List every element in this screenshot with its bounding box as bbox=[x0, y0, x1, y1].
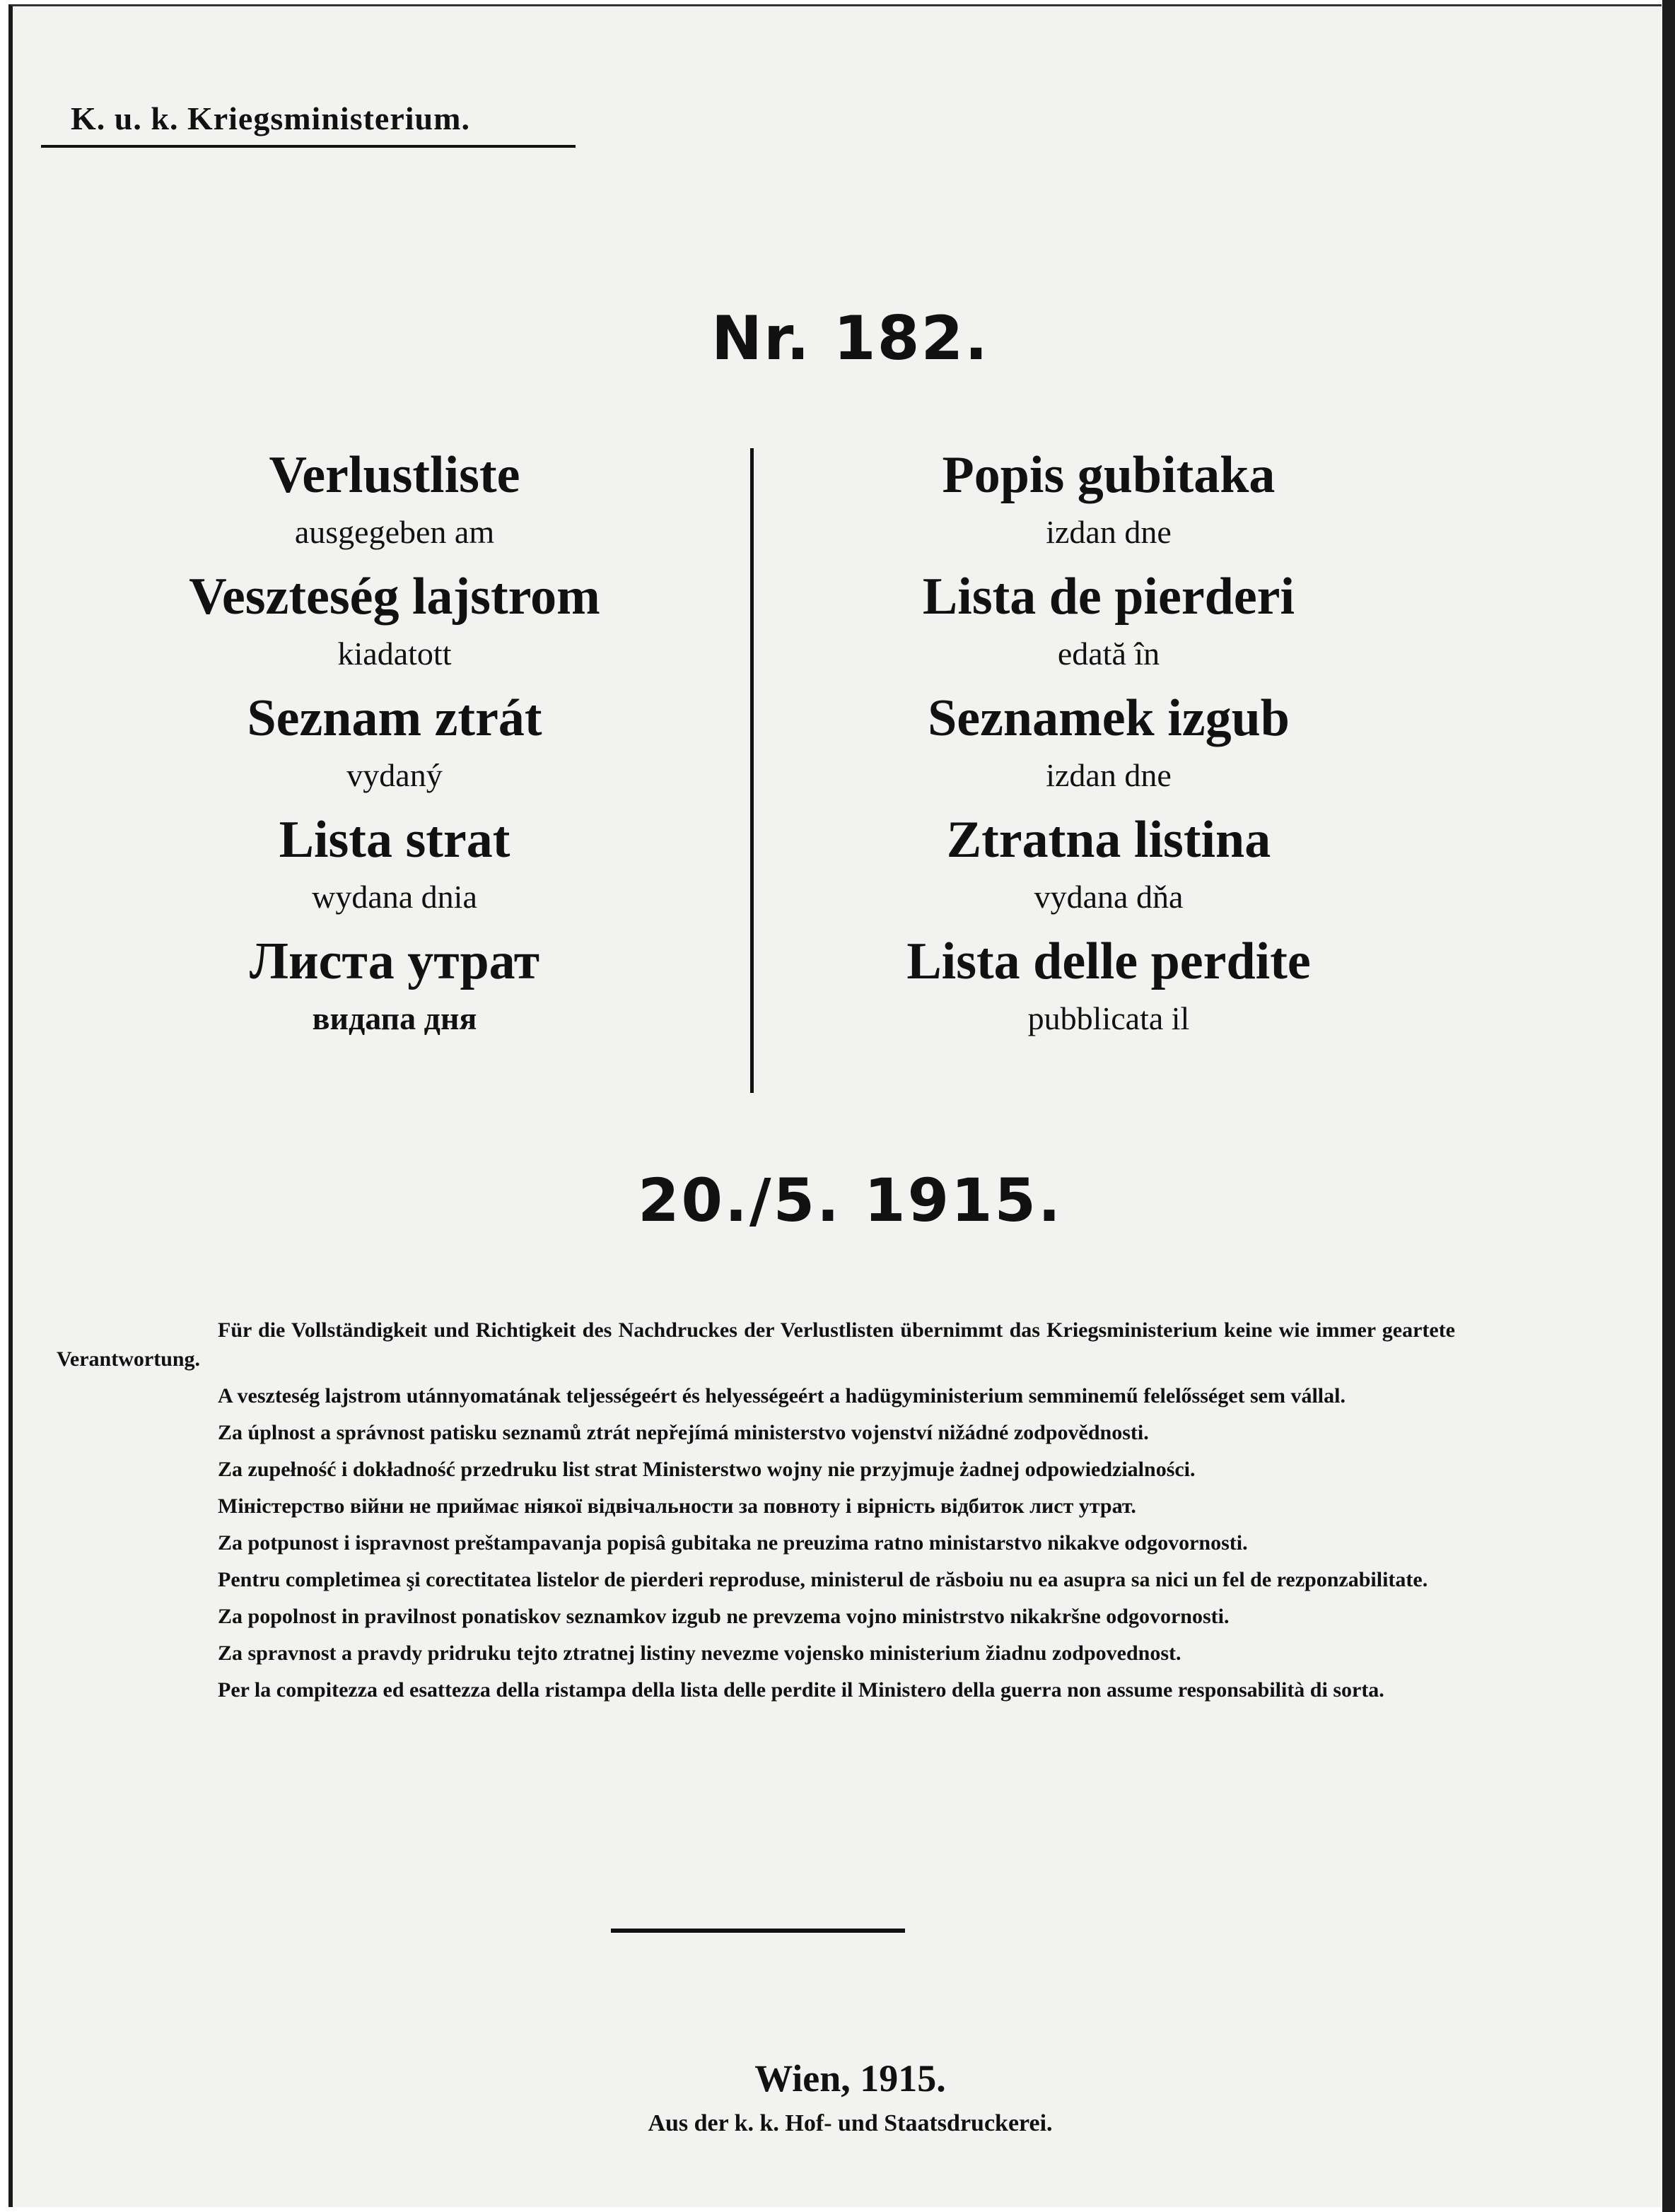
disclaimer-paragraph: Міністерство війни не приймає ніякої відвічальности за повноту і вірність відбиток лист утрат. bbox=[218, 1494, 1136, 1518]
entry-title: Листа утрат bbox=[249, 932, 540, 990]
title-entry bbox=[83, 682, 706, 797]
entry-subtitle: izdan dne bbox=[1046, 514, 1172, 550]
entry-title: Veszteség lajstrom bbox=[189, 568, 600, 626]
entry-title: Seznamek izgub bbox=[928, 689, 1290, 747]
list-number: Nr. 182. bbox=[711, 303, 989, 374]
disclaimer-block bbox=[57, 1316, 1455, 1712]
entry-subtitle: ausgegeben am bbox=[294, 514, 495, 550]
right-column bbox=[798, 439, 1420, 1047]
entry-title: Seznam ztrát bbox=[247, 689, 542, 747]
entry-title: Popis gubitaka bbox=[942, 446, 1276, 504]
left-column bbox=[83, 439, 706, 1047]
scan-edge bbox=[1662, 0, 1675, 2212]
header-underline bbox=[41, 145, 576, 148]
title-entry bbox=[83, 561, 706, 675]
entry-title: Lista de pierderi bbox=[922, 568, 1295, 626]
disclaimer-paragraph: Pentru completimea şi corectitatea listelor de pierderi reproduse, ministerul de răsboiu nu ea asupra sa nici un fel de rezponzabilitate. bbox=[218, 1568, 1428, 1591]
entry-subtitle: wydana dnia bbox=[312, 879, 477, 915]
publication-place: Wien, 1915. bbox=[754, 2057, 946, 2100]
entry-subtitle: izdan dne bbox=[1046, 757, 1172, 793]
entry-title: Lista delle perdite bbox=[906, 932, 1311, 990]
entry-title: Lista strat bbox=[279, 811, 510, 869]
entry-subtitle: edată în bbox=[1057, 636, 1160, 672]
printer-line: Aus der k. k. Hof- und Staatsdruckerei. bbox=[648, 2110, 1053, 2136]
disclaimer-paragraph: Za potpunost i ispravnost preštampavanja popisâ gubitaka ne preuzima ratno ministarstvo nikakve odgovornosti. bbox=[218, 1531, 1248, 1555]
entry-subtitle: kiadatott bbox=[337, 636, 452, 672]
title-entry bbox=[83, 804, 706, 918]
document-page bbox=[8, 4, 1662, 2207]
entry-subtitle: pubblicata il bbox=[1027, 1000, 1190, 1036]
disclaimer-paragraph: Za spravnost a pravdy pridruku tejto ztratnej listiny nevezme vojensko ministerium žiadnu zodpovednost. bbox=[218, 1642, 1181, 1665]
disclaimer-paragraph: Per la compitezza ed esattezza della ristampa della lista delle perdite il Ministero della guerra non assume responsabilità di sorta. bbox=[218, 1678, 1384, 1702]
title-entry bbox=[798, 439, 1420, 554]
column-divider bbox=[750, 448, 754, 1093]
entry-subtitle: vydana dňa bbox=[1034, 879, 1184, 915]
entry-title: Ztratna listina bbox=[946, 811, 1271, 869]
disclaimer-paragraph: A veszteség lajstrom utánnyomatának teljességeért és helyességeért a hadügyministerium semminemű felelősséget sem vállal. bbox=[218, 1384, 1346, 1408]
entry-subtitle: vydaný bbox=[346, 757, 443, 793]
title-entry bbox=[798, 804, 1420, 918]
title-entry bbox=[83, 925, 706, 1040]
title-entry bbox=[83, 439, 706, 554]
title-entry bbox=[798, 925, 1420, 1040]
disclaimer-paragraph: Za zupełność i dokładność przedruku list strat Ministerstwo wojny nie przyjmuje żadnej odpowiedzialności. bbox=[218, 1458, 1196, 1481]
ministry-header: K. u. k. Kriegsministerium. bbox=[71, 100, 470, 136]
footer-rule bbox=[611, 1929, 905, 1933]
disclaimer-paragraph: Für die Vollständigkeit und Richtigkeit des Nachdruckes der Verlustlisten übernimmt das Kriegsministerium keine wie immer geartete Verantwortung. bbox=[57, 1318, 1455, 1371]
entry-title: Verlustliste bbox=[269, 446, 520, 504]
disclaimer-paragraph: Za úplnost a správnost patisku seznamů ztrát nepřejímá ministerstvo vojenství nižádné zodpovědnosti. bbox=[218, 1421, 1149, 1444]
issue-date: 20./5. 1915. bbox=[638, 1166, 1063, 1235]
title-entry bbox=[798, 561, 1420, 675]
disclaimer-paragraph: Za popolnost in pravilnost ponatiskov seznamkov izgub ne prevzema vojno ministrstvo nikakršne odgovornosti. bbox=[218, 1605, 1230, 1628]
title-entry bbox=[798, 682, 1420, 797]
entry-subtitle: видапа дня bbox=[312, 1000, 477, 1036]
